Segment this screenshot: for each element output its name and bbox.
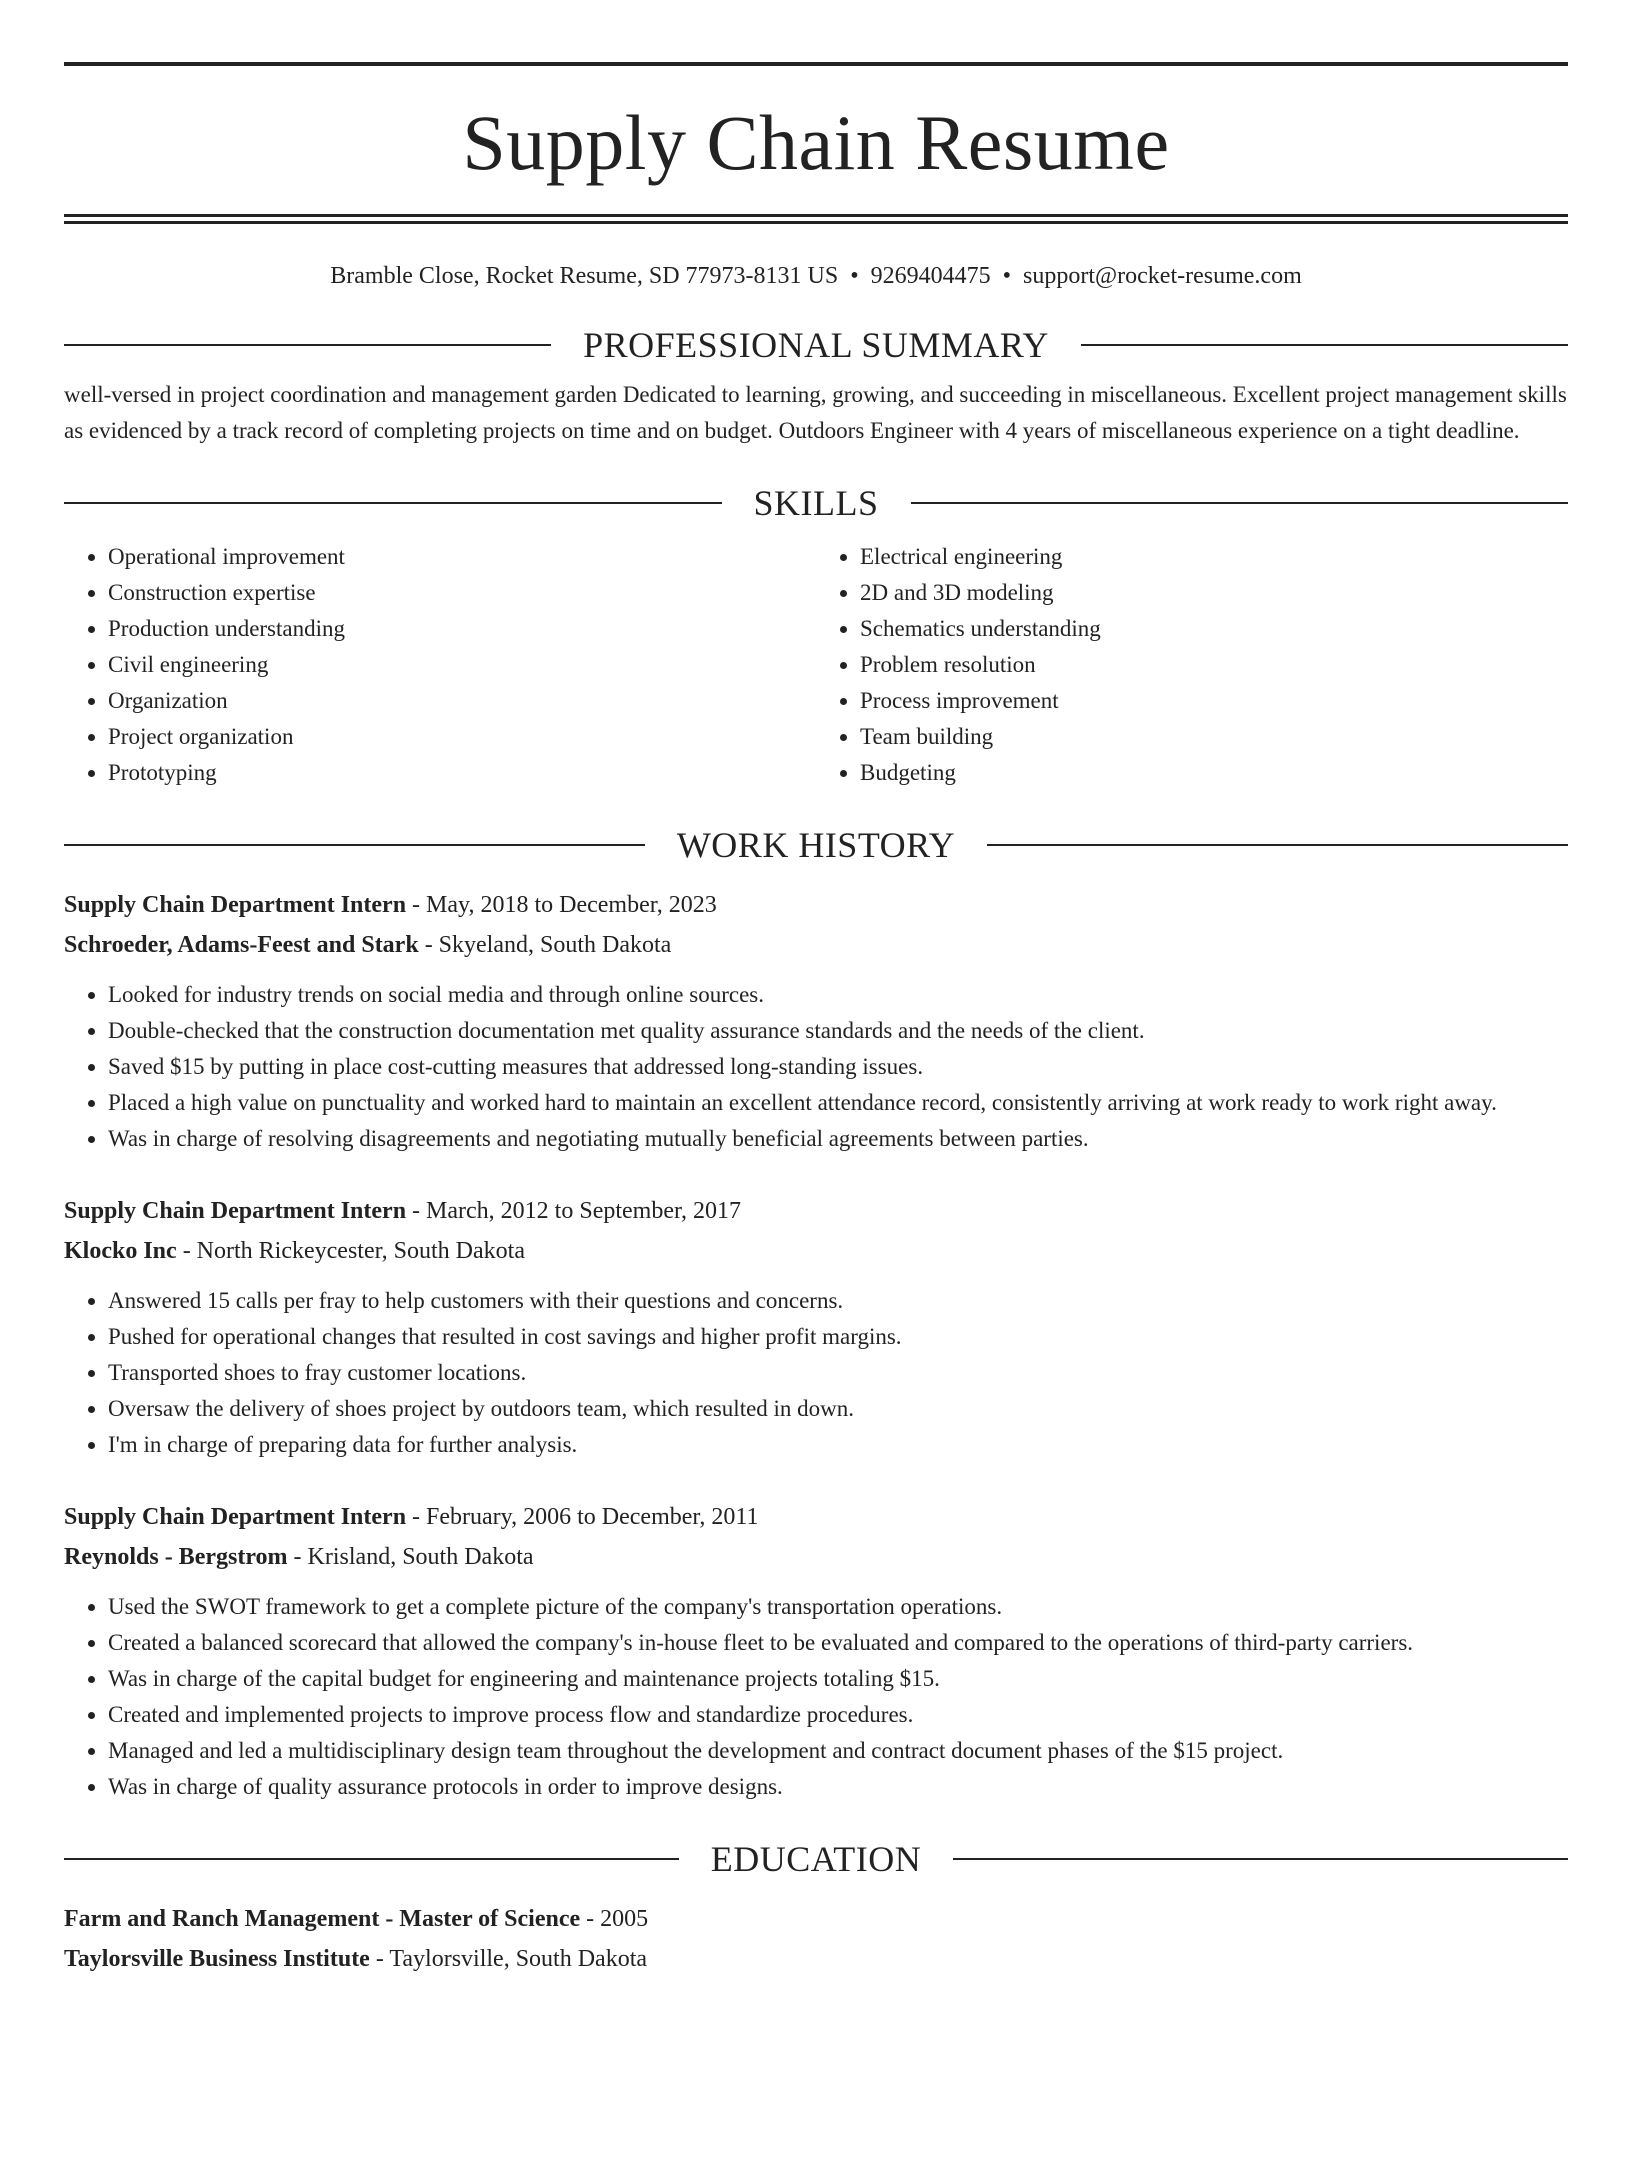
divider-line <box>987 844 1568 846</box>
contact-separator: • <box>1002 263 1012 289</box>
skill-item: • Process improvement <box>860 683 1568 719</box>
skills-column-right <box>816 539 1568 791</box>
skills-list <box>64 539 1568 791</box>
skill-item: • Construction expertise <box>108 575 816 611</box>
job-location: - North Rickeycester, South Dakota <box>176 1237 525 1264</box>
skill-item: • Prototyping <box>108 755 816 791</box>
job-bullet: • Placed a high value on punctuality and worked hard to maintain an excellent attendance record, consistently arriving at work ready to work right away. <box>108 1085 1568 1121</box>
job-bullet: • Transported shoes to fray customer locations. <box>108 1355 1568 1391</box>
education-degree-line <box>64 1899 1568 1939</box>
contact-phone: 9269404475 <box>870 263 991 289</box>
skills-column-left <box>64 539 816 791</box>
education-location: - Taylorsville, South Dakota <box>369 1945 648 1972</box>
job-bullets <box>64 1589 1568 1805</box>
section-header-work <box>64 824 1568 865</box>
skill-item: • Project organization <box>108 719 816 755</box>
job-title: Supply Chain Department Intern <box>64 1503 407 1530</box>
divider-line <box>953 1858 1568 1860</box>
divider-line <box>64 344 551 346</box>
job-dates: - February, 2006 to December, 2011 <box>406 1503 759 1530</box>
section-title-summary: PROFESSIONAL SUMMARY <box>583 324 1049 365</box>
section-title-skills: SKILLS <box>753 482 879 523</box>
education-degree: Farm and Ranch Management - Master of Science <box>64 1905 581 1932</box>
section-title-education: EDUCATION <box>710 1838 922 1879</box>
job-bullet: • Pushed for operational changes that resulted in cost savings and higher profit margins. <box>108 1319 1568 1355</box>
divider-line <box>911 502 1569 504</box>
skill-item: • Electrical engineering <box>860 539 1568 575</box>
job-bullet: • Used the SWOT framework to get a complete picture of the company's transportation operations. <box>108 1589 1568 1625</box>
section-header-summary <box>64 324 1568 365</box>
job-entry <box>64 1497 1568 1805</box>
job-company: Schroeder, Adams-Feest and Stark <box>64 931 419 958</box>
skill-item: • Organization <box>108 683 816 719</box>
job-location: - Krisland, South Dakota <box>287 1543 534 1570</box>
section-title-work: WORK HISTORY <box>676 824 956 865</box>
job-title-line <box>64 1191 1568 1231</box>
divider-line <box>64 502 722 504</box>
job-bullet: • I'm in charge of preparing data for further analysis. <box>108 1427 1568 1463</box>
job-bullets <box>64 977 1568 1157</box>
skill-item: • Schematics understanding <box>860 611 1568 647</box>
job-location: - Skyeland, South Dakota <box>418 931 672 958</box>
education-school-line <box>64 1939 1568 1979</box>
job-dates: - May, 2018 to December, 2023 <box>406 891 717 918</box>
job-bullet: • Created and implemented projects to improve process flow and standardize procedures. <box>108 1697 1568 1733</box>
education-school: Taylorsville Business Institute <box>64 1945 370 1972</box>
resume-title: Supply Chain Resume <box>462 99 1170 186</box>
top-rule <box>64 62 1568 66</box>
job-bullet: • Answered 15 calls per fray to help customers with their questions and concerns. <box>108 1283 1568 1319</box>
professional-summary-text: well-versed in project coordination and management garden Dedicated to learning, growing, and succeeding in miscellaneous. Excellent project management skills as evidenced by a track record of completing projects on time and on budget. Outdoors Engineer with 4 years of miscellaneous experience on a tight deadline. <box>64 381 1567 443</box>
title-double-rule <box>64 214 1568 224</box>
job-title-line <box>64 885 1568 925</box>
job-bullet: • Looked for industry trends on social media and through online sources. <box>108 977 1568 1013</box>
skill-item: • Problem resolution <box>860 647 1568 683</box>
job-bullet: • Managed and led a multidisciplinary design team throughout the development and contract document phases of the $15 project. <box>108 1733 1568 1769</box>
education-year: - 2005 <box>580 1905 649 1932</box>
divider-line <box>64 844 645 846</box>
skill-item: • 2D and 3D modeling <box>860 575 1568 611</box>
job-bullet: • Double-checked that the construction documentation met quality assurance standards and the needs of the client. <box>108 1013 1568 1049</box>
skill-item: • Production understanding <box>108 611 816 647</box>
contact-separator: • <box>850 263 859 289</box>
job-bullet: • Created a balanced scorecard that allowed the company's in-house fleet to be evaluated and compared to the operations of third-party carriers. <box>108 1625 1568 1661</box>
skill-item: • Team building <box>860 719 1568 755</box>
job-entry <box>64 1191 1568 1463</box>
job-title: Supply Chain Department Intern <box>64 1197 407 1224</box>
divider-line <box>64 1858 679 1860</box>
divider-line <box>1081 344 1568 346</box>
skill-item: • Budgeting <box>860 755 1568 791</box>
job-bullet: • Was in charge of resolving disagreements and negotiating mutually beneficial agreements between parties. <box>108 1121 1568 1157</box>
job-bullets <box>64 1283 1568 1463</box>
job-title: Supply Chain Department Intern <box>64 891 407 918</box>
contact-email: support@rocket-resume.com <box>1023 263 1302 289</box>
job-company: Klocko Inc <box>64 1237 177 1264</box>
contact-address: Bramble Close, Rocket Resume, SD 77973-8131 US <box>330 263 839 289</box>
resume-page <box>0 62 1632 2174</box>
job-bullet: • Was in charge of quality assurance protocols in order to improve designs. <box>108 1769 1568 1805</box>
job-company-line <box>64 925 1568 965</box>
job-bullet: • Was in charge of the capital budget for engineering and maintenance projects totaling $15. <box>108 1661 1568 1697</box>
job-bullet: • Saved $15 by putting in place cost-cutting measures that addressed long-standing issues. <box>108 1049 1568 1085</box>
education-entry <box>64 1899 1568 1979</box>
contact-line <box>64 262 1568 291</box>
job-company-line <box>64 1537 1568 1577</box>
job-bullet: • Oversaw the delivery of shoes project by outdoors team, which resulted in down. <box>108 1391 1568 1427</box>
job-entry <box>64 885 1568 1157</box>
job-title-line <box>64 1497 1568 1537</box>
skill-item: • Civil engineering <box>108 647 816 683</box>
section-header-education <box>64 1838 1568 1879</box>
section-header-skills <box>64 482 1568 523</box>
skill-item: • Operational improvement <box>108 539 816 575</box>
job-company-line <box>64 1231 1568 1271</box>
job-dates: - March, 2012 to September, 2017 <box>406 1197 742 1224</box>
job-company: Reynolds - Bergstrom <box>64 1543 288 1570</box>
